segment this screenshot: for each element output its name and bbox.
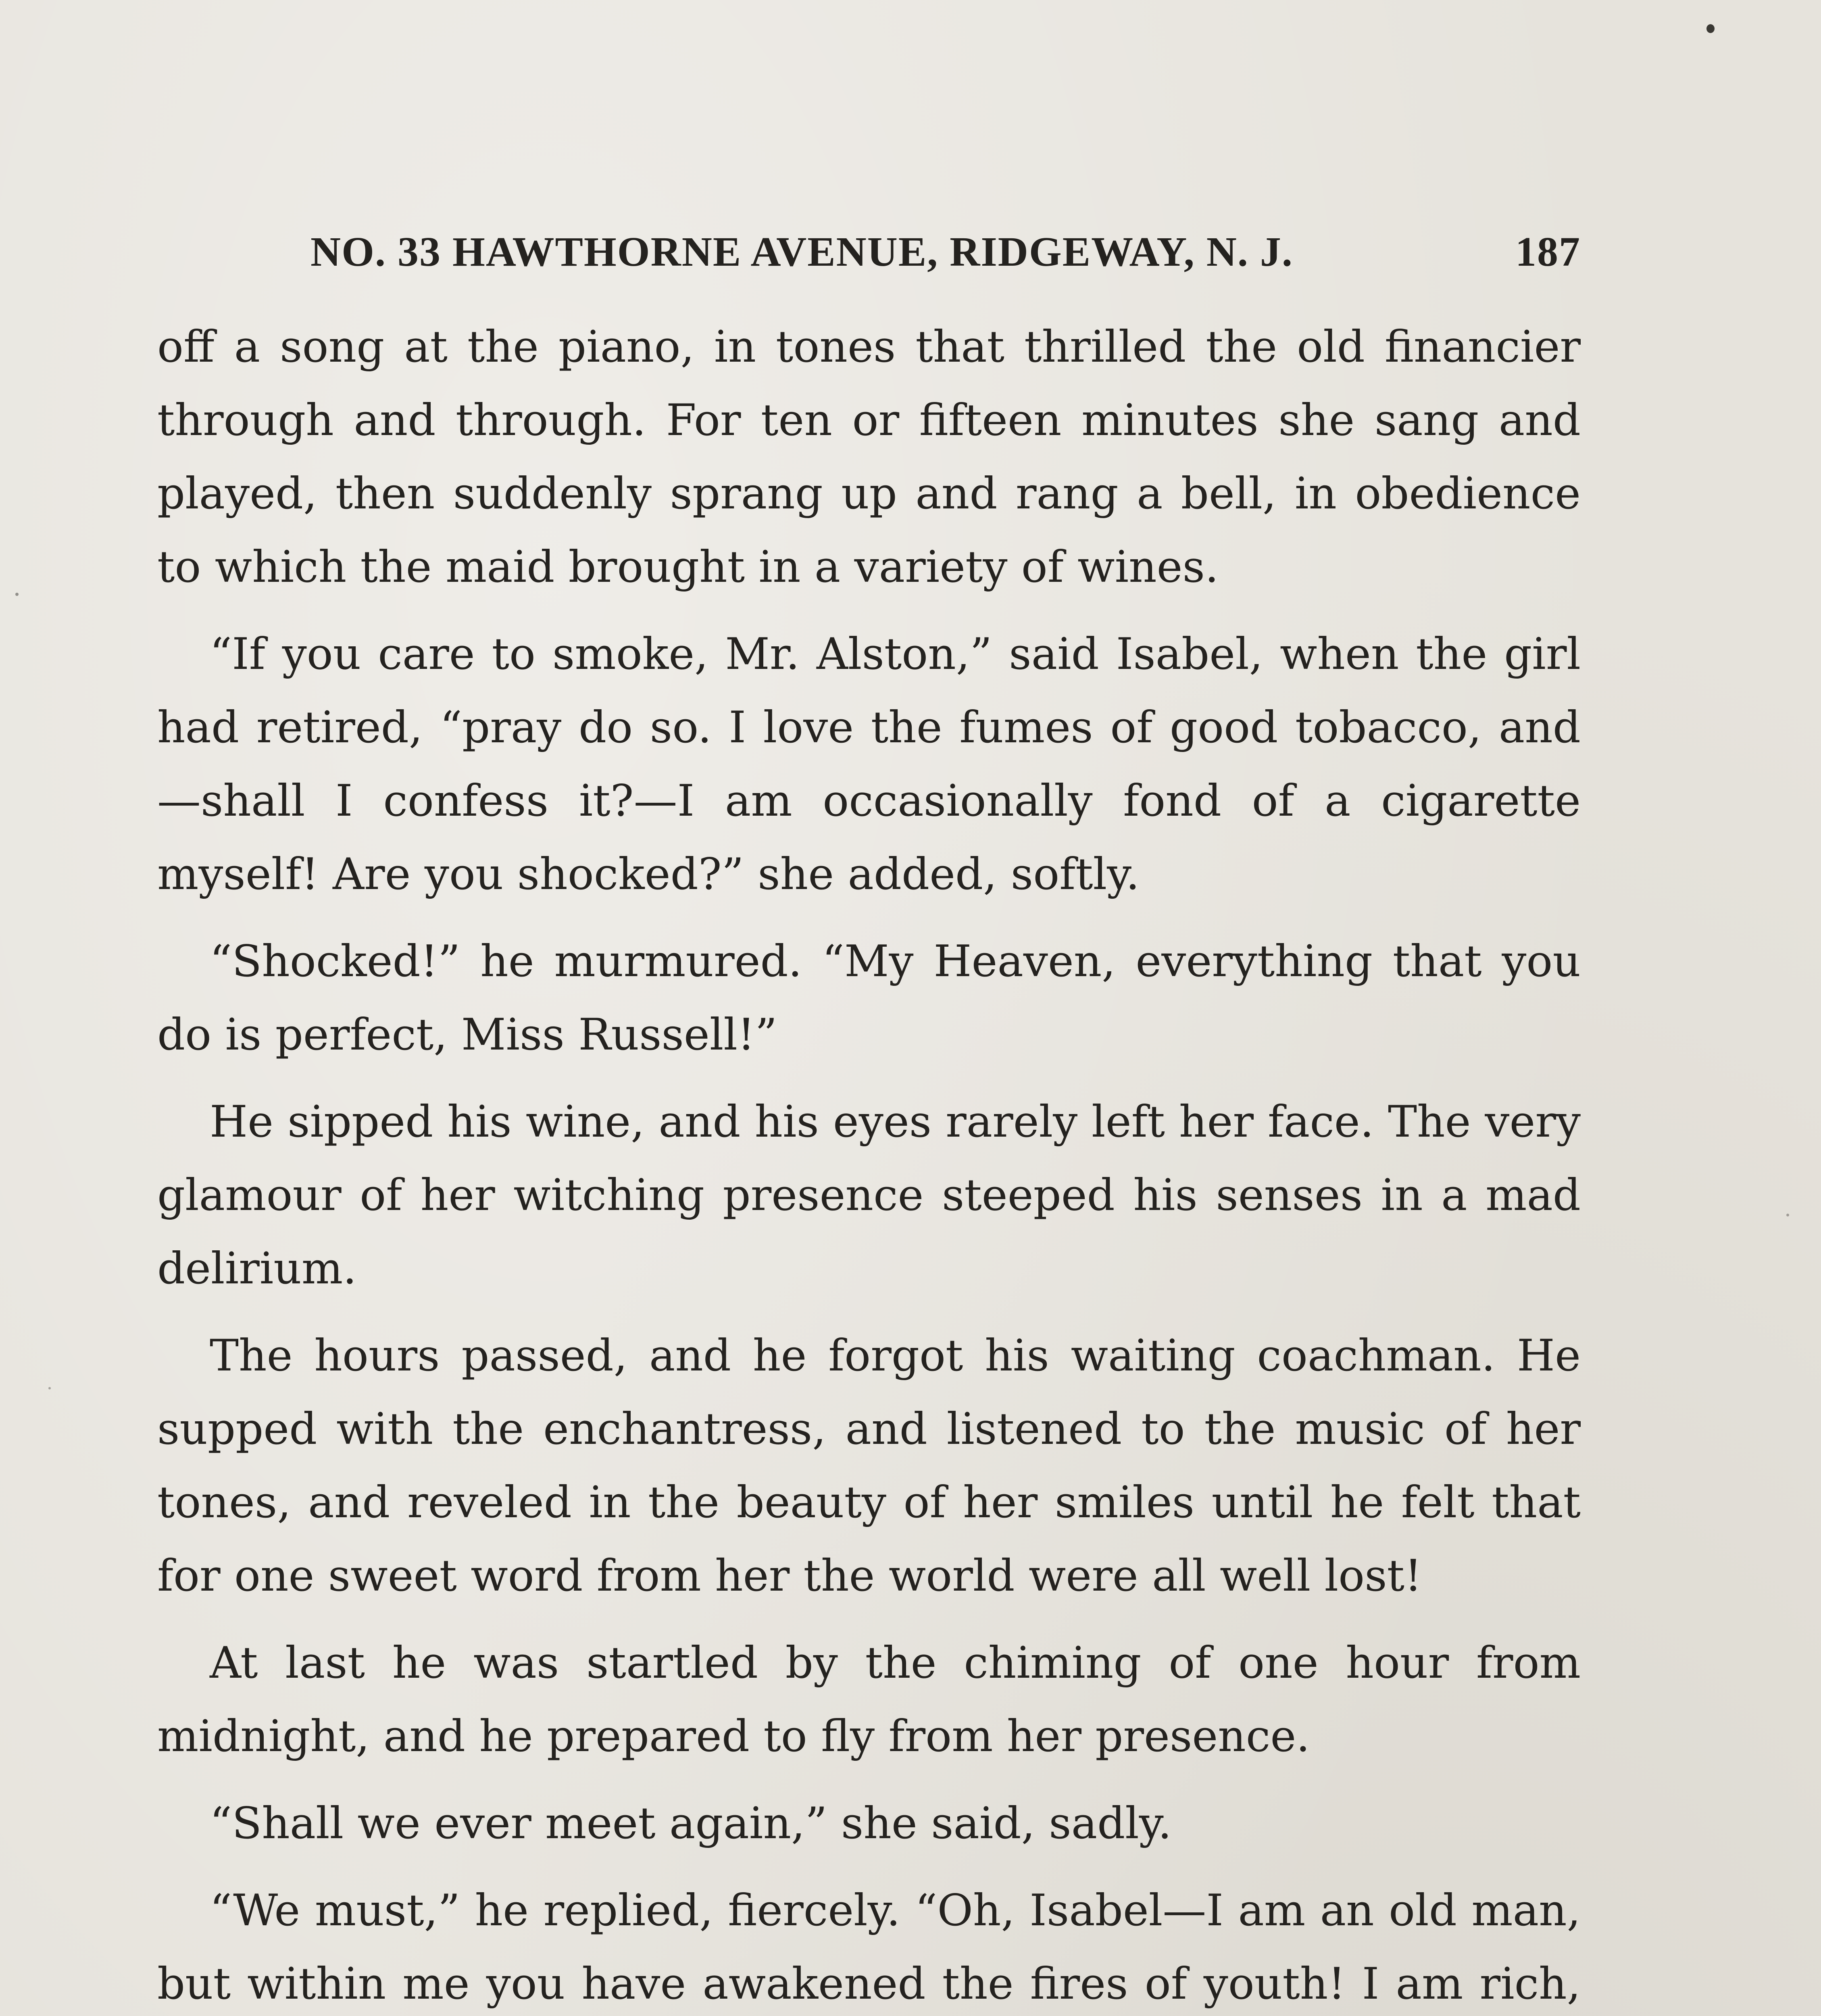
ink-speck <box>48 1387 51 1389</box>
paragraph: “Shocked!” he murmured. “My Heaven, everything that you do is perfect, Miss Russell!” <box>157 936 1581 1060</box>
paragraph: He sipped his wine, and his eyes rarely left her face. The very glamour of her witching presence steeped his senses in a mad delirium. <box>157 1097 1581 1294</box>
ink-speck <box>1786 1214 1789 1216</box>
body-text <box>157 310 1581 2016</box>
paragraph: “Shall we ever meet again,” she said, sadly. <box>210 1798 1172 1849</box>
paragraph: “If you care to smoke, Mr. Alston,” said Isabel, when the girl had retired, “pray do so. I love the fumes of good tobacco, and—shall I confess it?—I am occasionally fond of a cigarette myself! Are you shocked?” she added, softly. <box>157 629 1581 900</box>
paragraph: At last he was startled by the chiming of one hour from midnight, and he prepared to fly from her presence. <box>157 1638 1581 1762</box>
page-number: 187 <box>1515 229 1581 275</box>
page-header <box>157 224 1581 280</box>
running-head: NO. 33 HAWTHORNE AVENUE, RIDGEWAY, N. J. <box>310 229 1293 275</box>
ink-speck <box>1706 24 1715 33</box>
paragraph: The hours passed, and he forgot his waiting coachman. He supped with the enchantress, and listened to the music of her tones, and reveled in the beauty of her smiles until he felt that for one sweet word from her the world were all well lost! <box>157 1331 1581 1601</box>
paragraph: “We must,” he replied, fiercely. “Oh, Isabel—I am an old man, but within me you have awakened the fires of youth! I am rich, <box>157 1885 1581 2009</box>
paragraph: off a song at the piano, in tones that thrilled the old financier through and through. For ten or fifteen minutes she sang and played, then suddenly sprang up and rang a bell, in obedience to which the maid brought in a variety of wines. <box>157 322 1581 592</box>
ink-speck <box>15 593 19 596</box>
